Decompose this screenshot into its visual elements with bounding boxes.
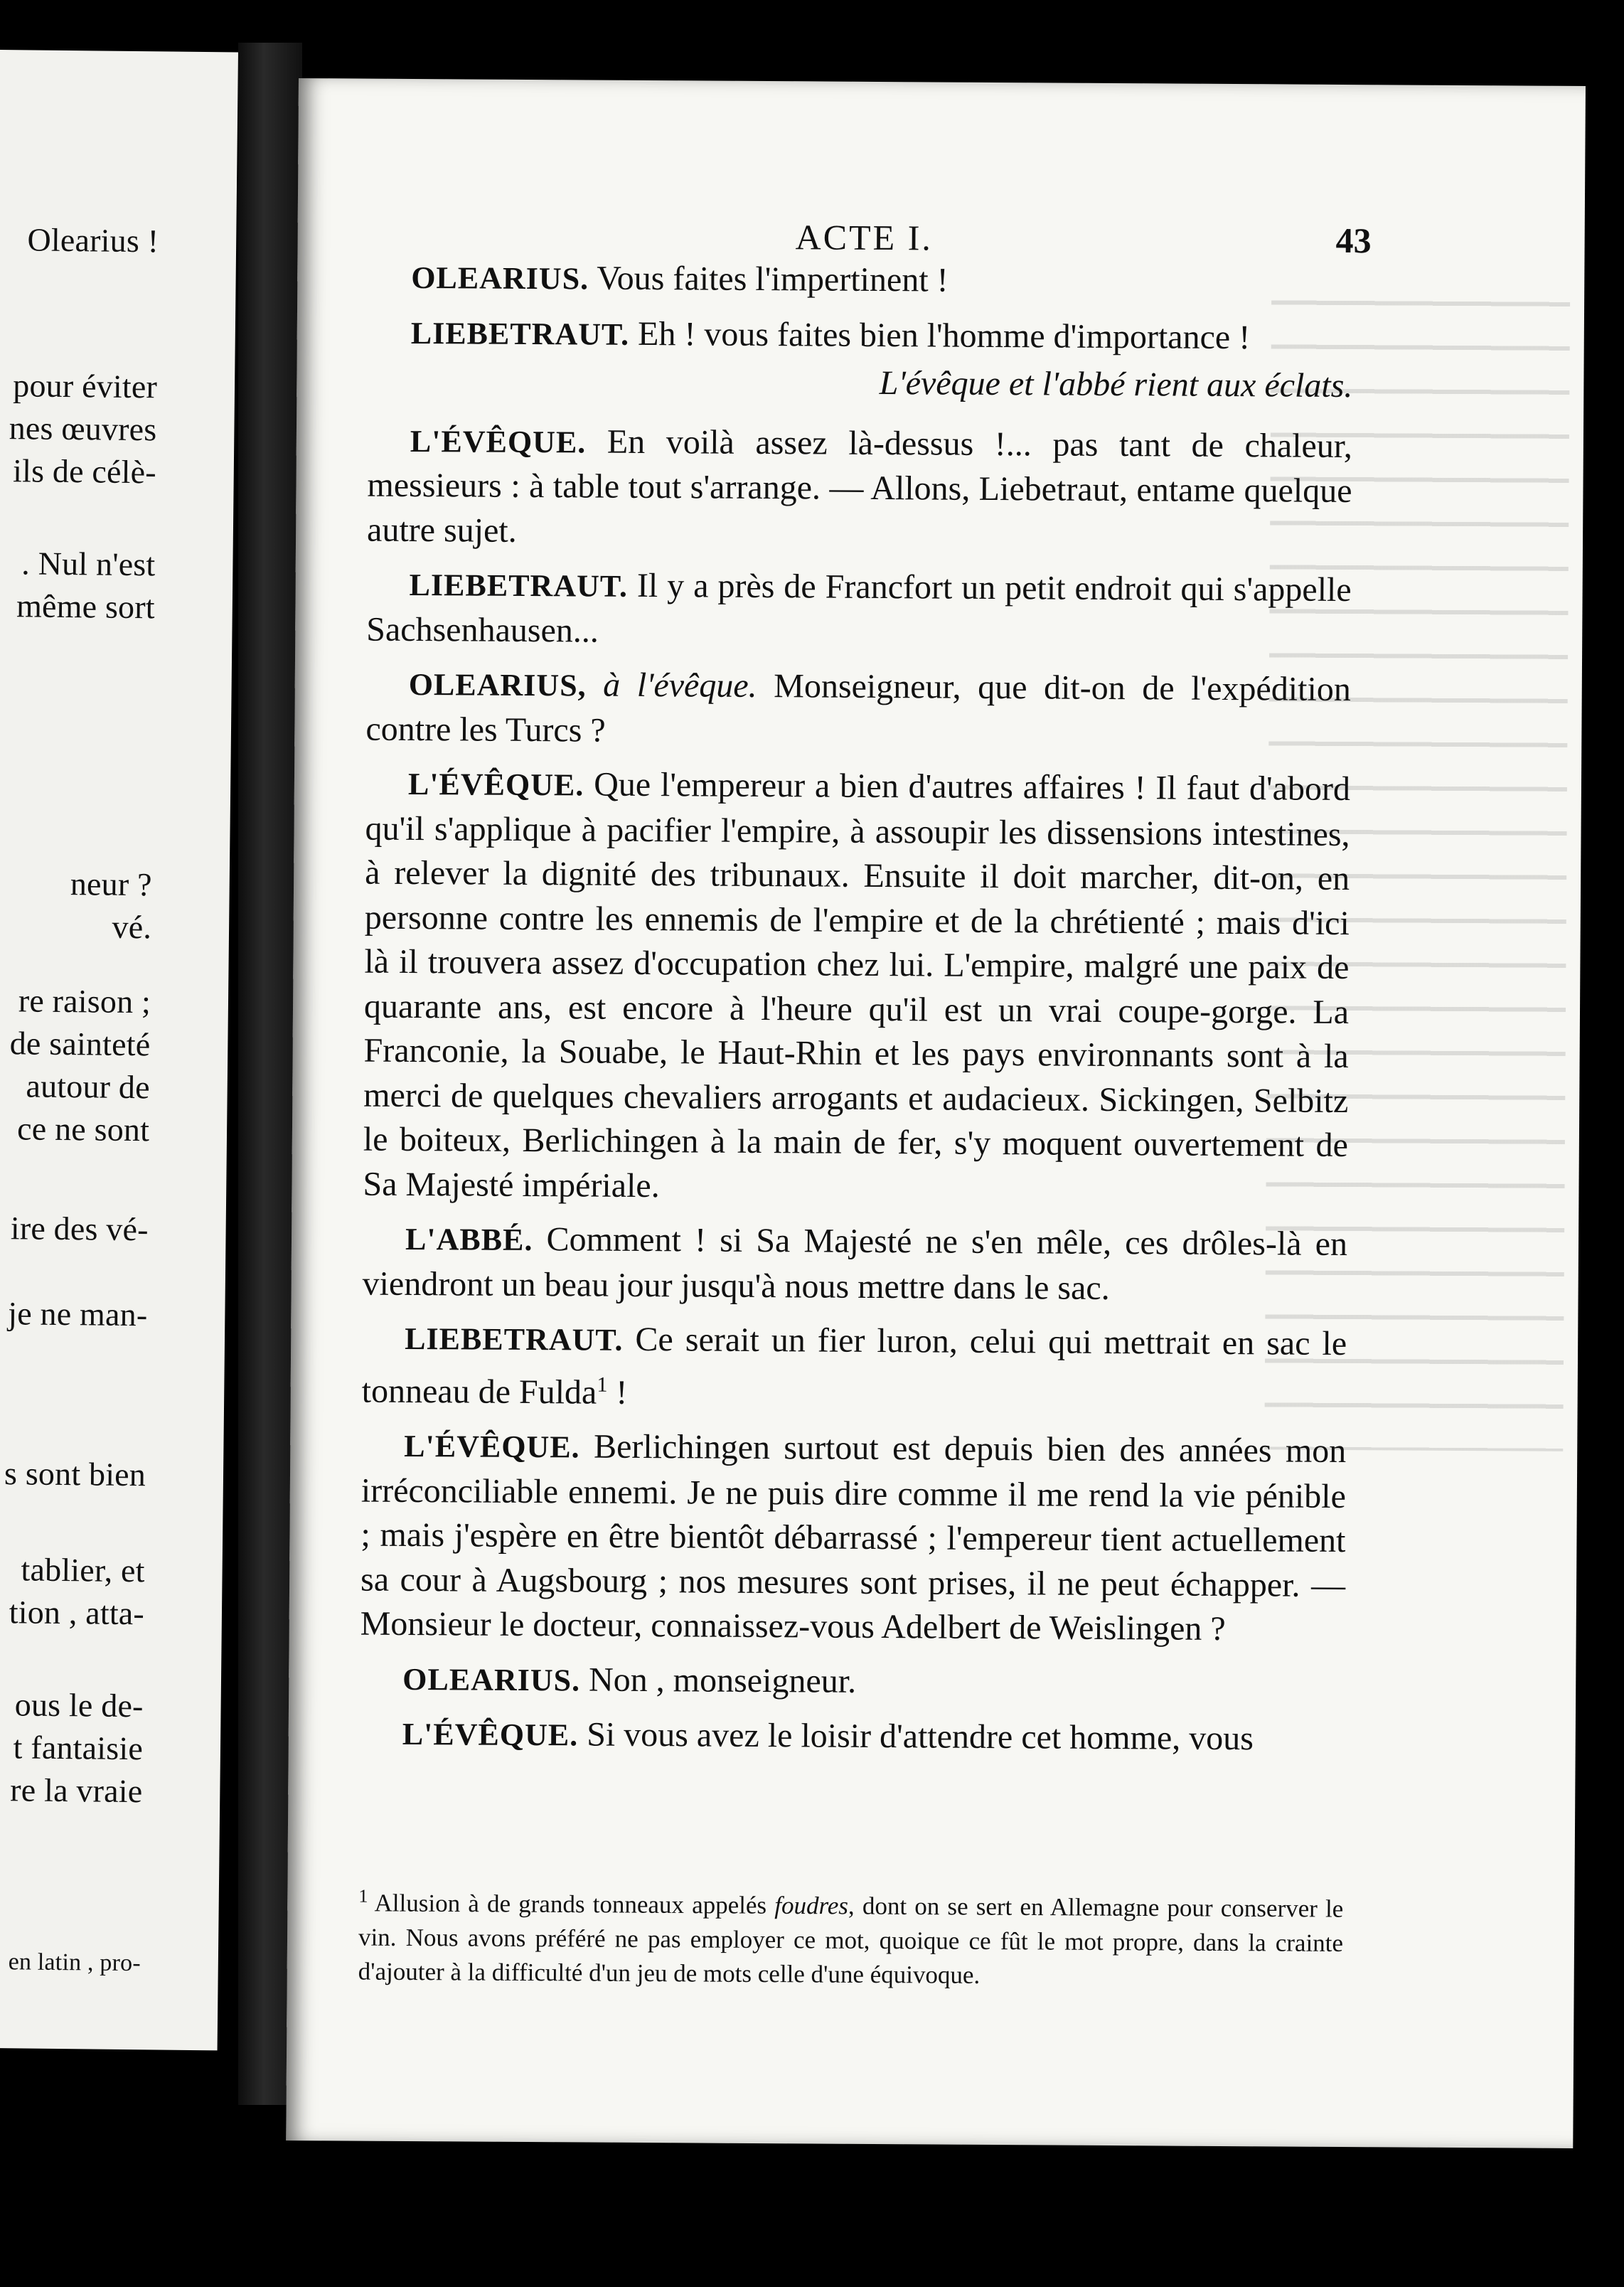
previous-page-line: nes œuvres — [9, 410, 157, 448]
dialogue-text — [359, 255, 1353, 1773]
speech-text: Vous faites l'impertinent ! — [597, 259, 949, 299]
speaker-name: LIEBETRAUT. — [405, 1321, 624, 1358]
speech-text: Non , monseigneur. — [588, 1660, 857, 1700]
previous-page-line: re raison ; — [18, 982, 151, 1020]
previous-page-line: s sont bien — [4, 1455, 146, 1493]
previous-page-line: je ne man- — [7, 1295, 148, 1333]
book-page — [286, 78, 1586, 2148]
speaker-name: L'ÉVÊQUE. — [407, 766, 584, 803]
previous-page-line: t fantaisie — [13, 1729, 144, 1767]
speech-text: Comment ! si Sa Majesté ne s'en mêle, ces drôles-là en viendront un beau jour jusqu'à nous mettre dans le sac. — [362, 1220, 1348, 1307]
act-title: ACTE I. — [795, 217, 934, 258]
speech-text: Si vous avez le loisir d'attendre cet homme, vous — [587, 1715, 1254, 1758]
speaker-name: L'ÉVÊQUE. — [410, 423, 587, 459]
previous-page-line: . Nul n'est — [21, 545, 156, 583]
speaker-name: L'ÉVÊQUE. — [404, 1428, 580, 1465]
previous-page-line: tablier, et — [21, 1551, 145, 1589]
speech-text: Que l'empereur a bien d'autres affaires ! Il faut d'abord qu'il s'applique à pacifier l'empire, à assoupir les dissensions intestines, à relever la dignité des tribunaux. Ensuite il doit marcher, dit-on, en personne contre les ennemis de l'empire et de la chrétienté ; mais d'ici là il trouvera assez d'occupation chez lui. L'empire, malgré une paix de quarante ans, est encore à l'heure qu'il est un vrai coupe-gorge. La Franconie, la Souabe, le Haut-Rhin et les pays environnants sont à la merci de quelques chevaliers arrogants et audacieux. Sickingen, Selbitz le boiteux, Berlichingen à la main de fer, s'y moquent ouvertement de Sa Majesté impériale. — [363, 765, 1351, 1205]
dialogue-line — [360, 1656, 1345, 1707]
speaker-name: L'ÉVÊQUE. — [402, 1716, 579, 1753]
dialogue-line — [363, 762, 1350, 1212]
speaker-name: OLEARIUS, — [408, 666, 587, 703]
previous-page-line: ire des vé- — [10, 1210, 149, 1248]
dialogue-line — [360, 1712, 1345, 1763]
aside-direction: à l'évêque. — [603, 666, 757, 705]
previous-page-line: ous le de- — [14, 1686, 144, 1724]
footnote-text: , dont on se sert en Allemagne pour conserver le vin. Nous avons préféré ne pas employer ce mot, quoique ce fût le mot propre, dans la crainte d'ajouter à la difficulté d'un jeu de mots celle d'une équivoque. — [358, 1892, 1344, 1989]
previous-page-line: ils de célè- — [12, 452, 157, 491]
dialogue-line — [362, 1217, 1347, 1312]
previous-page-line: vé. — [112, 908, 152, 946]
speech-text-tail: ! — [607, 1373, 628, 1412]
footnote-mark: 1 — [358, 1885, 368, 1907]
previous-page-line: même sort — [16, 587, 156, 626]
speech-text: En voilà assez là-dessus !... pas tant de chaleur, messieurs : à table tout s'arrange. — Allons, Liebetraut, entame quelque autre sujet. — [366, 422, 1353, 550]
dialogue-line — [365, 662, 1351, 757]
speaker-name: LIEBETRAUT. — [409, 567, 629, 604]
speaker-name: LIEBETRAUT. — [410, 315, 630, 352]
previous-page-footnote-line: en latin , pro- — [8, 1949, 141, 1977]
page-number: 43 — [1335, 220, 1372, 261]
previous-page-line: tion , atta- — [9, 1594, 145, 1632]
dialogue-line — [367, 418, 1352, 558]
previous-page — [0, 50, 238, 2050]
previous-page-line: de sainteté — [9, 1025, 151, 1063]
dialogue-line — [362, 1316, 1347, 1419]
previous-page-line: Olearius ! — [27, 221, 159, 260]
speech-text: Il y a près de Francfort un petit endroit qui s'appelle Sachsenhausen... — [366, 566, 1352, 650]
footnote-italic: foudres — [774, 1891, 849, 1920]
speaker-name: OLEARIUS. — [411, 260, 589, 297]
speech-text: Berlichingen surtout est depuis bien des années mon irréconciliable ennemi. Je ne puis dire comme il me rend la vie pénible ; mais j'espère en être bientôt débarrassé ; l'empereur tient actuellement sa cour à Augsbourg ; nos mesures sont prises, il ne peut échapper. — Monsieur le docteur, connaissez-vous Adelbert de Weislingen ? — [360, 1427, 1347, 1648]
dialogue-line — [368, 310, 1353, 361]
previous-page-line: pour éviter — [13, 367, 158, 405]
previous-page-line: autour de — [26, 1067, 151, 1106]
speaker-name: L'ABBÉ. — [405, 1221, 533, 1258]
dialogue-line — [368, 255, 1353, 306]
speech-text: Eh ! vous faites bien l'homme d'importance ! — [637, 314, 1251, 356]
speaker-name: OLEARIUS. — [402, 1661, 581, 1697]
speech-text: Ce serait un fier luron, celui qui mettrait en sac le tonneau de Fulda — [361, 1320, 1347, 1412]
dialogue-line — [366, 563, 1352, 658]
footnote-reference: 1 — [597, 1372, 608, 1397]
footnote-text: Allusion à de grands tonneaux appelés — [374, 1889, 767, 1919]
stage-direction: L'évêque et l'abbé rient aux éclats. — [879, 363, 1353, 405]
dialogue-line — [360, 1424, 1347, 1653]
previous-page-line: ce ne sont — [16, 1110, 150, 1148]
previous-page-line: neur ? — [70, 865, 152, 903]
previous-page-line: re la vraie — [10, 1771, 143, 1810]
footnote — [358, 1880, 1344, 1995]
speech-text: Monseigneur, que dit-on de l'expédition contre les Turcs ? — [365, 667, 1351, 750]
